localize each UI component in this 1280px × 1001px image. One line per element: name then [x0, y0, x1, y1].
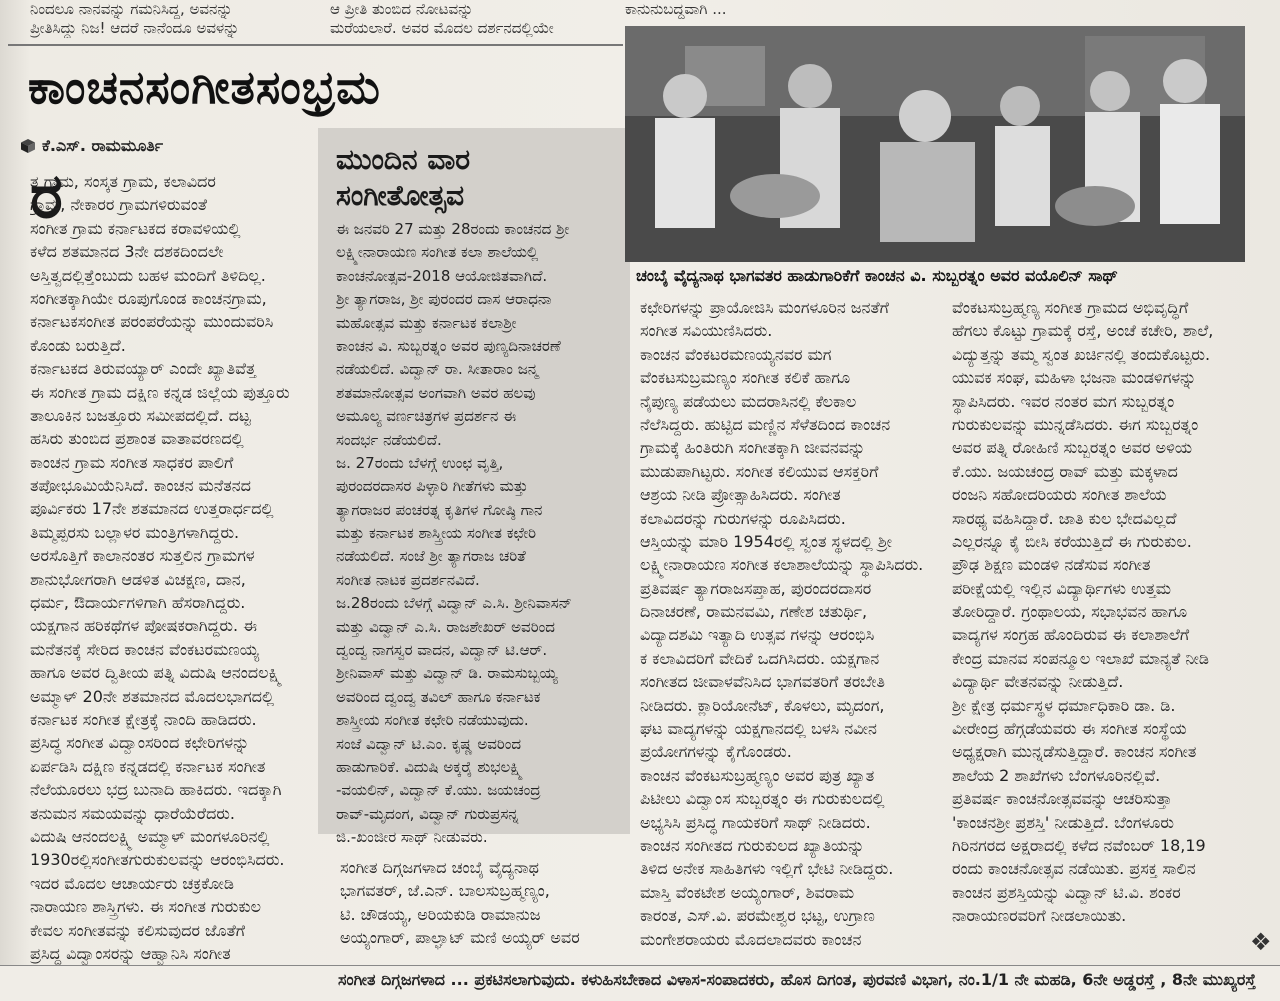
text-line: ವಾದ್ಯಗಳ ಸಂಗ್ರಹ ಹೊಂದಿರುವ ಈ ಕಲಾಶಾಲೆಗೆ: [952, 625, 1190, 645]
top-fragment-col3: [625, 0, 1205, 19]
text-line: ತಪೋಭೂಮಿಯೆನಿಸಿದೆ. ಕಾಂಚನ ಮನೆತನದ: [30, 476, 252, 496]
text-line: ಗ್ರಾಮ, ನೇಕಾರರ ಗ್ರಾಮಗಳಿರುವಂತೆ: [30, 195, 208, 215]
text-line: ಪ್ರಸಿದ್ಧ ವಿದ್ವಾಂಸರನ್ನು ಆಹ್ವಾನಿಸಿ ಸಂಗೀತ: [30, 943, 231, 963]
top-line: ಆ ಪ್ರೀತಿ ತುಂಬಿದ ನೋಟವನ್ನು: [330, 0, 474, 18]
text-line: ಮತ್ತು ವಿದ್ವಾನ್ ಎ.ಸಿ. ರಾಜಶೇಖರ್ ಅವರಿಂದ: [336, 617, 555, 636]
byline: ಕೆ.ಎಸ್. ರಾಮಮೂರ್ತಿ: [42, 136, 164, 155]
text-line: ನಾರಾಯಣ ಶಾಸ್ತ್ರಿಗಳು. ಈ ಸಂಗೀತ ಗುರುಕುಲ: [30, 897, 262, 917]
text-line: ಶಾಲೆಯ 2 ಶಾಖೆಗಳು ಬೆಂಗಳೂರಿನಲ್ಲಿವೆ.: [952, 765, 1161, 785]
text-line: ಕೇಂದ್ರ ಮಾನವ ಸಂಪನ್ಮೂಲ ಇಲಾಖೆ ಮಾನ್ಯತೆ ನೀಡಿ: [952, 648, 1209, 668]
photo-caption: ಚಂಬೈ ವೈದ್ಯನಾಥ ಭಾಗವತರ ಹಾಡುಗಾರಿಕೆಗೆ ಕಾಂಚನ ವಿ. ಸುಬ್ಬರತ್ನಂ ಅವರ ವಯೊಲಿನ್ ಸಾಥ್: [636, 266, 1118, 285]
text-line: ಶ್ರೀ ತ್ಯಾಗರಾಜ, ಶ್ರೀ ಪುರಂದರ ದಾಸ ಆರಾಧನಾ: [336, 290, 552, 309]
text-line: ಕೆ.ಯು. ಜಯಚಂದ್ರ ರಾವ್ ಮತ್ತು ಮಕ್ಕಳಾದ: [952, 461, 1178, 481]
top-divider: [8, 44, 623, 46]
text-line: ತ್ಯಾಗರಾಜರ ಪಂಚರತ್ನ ಕೃತಿಗಳ ಗೋಷ್ಠಿ ಗಾನ: [336, 500, 543, 519]
text-line: ನೈಪುಣ್ಯ ಪಡೆಯಲು ಮದರಾಸಿನಲ್ಲಿ ಕೆಲಕಾಲ: [640, 391, 857, 411]
text-line: ಸಂಗೀತಕ್ಕಾಗಿಯೇ ರೂಪುಗೊಂಡ ಕಾಂಚನಗ್ರಾಮ,: [30, 288, 267, 308]
text-line: ಹಾಡುಗಾರಿಕೆ. ವಿದುಷಿ ಅಕ್ಕರೈ ಶುಭಲಕ್ಷ್ಮಿ: [336, 757, 523, 776]
concert-photo-image: [625, 26, 1245, 262]
text-line: ಶ್ರೀನಿವಾಸ್ ಮತ್ತು ವಿದ್ವಾನ್ ಡಿ. ರಾಮಸುಬ್ಬಯ್ಯ: [336, 664, 558, 683]
text-line: ಕಾಂಚನ ಗ್ರಾಮ ಸಂಗೀತ ಸಾಧಕರ ಪಾಲಿಗೆ: [30, 452, 234, 472]
text-line: ಸಂಜೆ ವಿದ್ವಾನ್ ಟಿ.ಎಂ. ಕೃಷ್ಣ ಅವರಿಂದ: [336, 734, 522, 753]
cube-icon: [20, 138, 36, 154]
top-line: ಪ್ರೀತಿಸಿದ್ದು ನಿಜ! ಆದರೆ ನಾನೆಂದೂ ಅವಳನ್ನು: [30, 19, 240, 37]
text-line: ಜ.28ರಂದು ಬೆಳಗ್ಗೆ ವಿದ್ವಾನ್ ಎ.ಸಿ. ಶ್ರೀನಿವಾಸನ್: [336, 594, 572, 613]
text-line: ದ್ವಂದ್ವ ನಾಗಸ್ವರ ವಾದನ, ವಿದ್ವಾನ್ ಟಿ.ಆರ್.: [336, 641, 548, 660]
text-line: ಸಂಗೀತ ನಾಟಕ ಪ್ರದರ್ಶನವಿದೆ.: [336, 570, 480, 589]
text-line: ಸಂಗೀತ ದಿಗ್ಗಜಗಳಾದ ಚಂಬೈ ವೈದ್ಯನಾಥ: [340, 858, 539, 877]
text-line: ನೆಲೆಯೂರಲು ಭದ್ರ ಬುನಾದಿ ಹಾಕಿದರು. ಇದಕ್ಕಾಗಿ: [30, 780, 282, 800]
text-line: ಪೂರ್ವಿಕರು 17ನೇ ಶತಮಾನದ ಉತ್ತರಾರ್ಧದಲ್ಲಿ: [30, 499, 274, 519]
drop-cap: ರ: [30, 159, 63, 232]
text-line: ಅಸ್ತಿತ್ವದಲ್ಲಿತ್ತೆಂಬುದು ಬಹಳ ಮಂದಿಗೆ ತಿಳಿದಿಲ್ಲ.: [30, 265, 266, 285]
text-line: ಮತ್ತು ಕರ್ನಾಟಕ ಶಾಸ್ತ್ರೀಯ ಸಂಗೀತ ಕಛೇರಿ: [336, 524, 537, 543]
text-line: ಈ ಜನವರಿ 27 ಮತ್ತು 28ರಂದು ಕಾಂಚನದ ಶ್ರೀ: [336, 220, 570, 238]
text-line: ಜ. 27ರಂದು ಬೆಳಗ್ಗೆ ಉಂಛ ವೃತ್ತಿ,: [336, 453, 504, 472]
text-line: ತಿಳಿದ ಅನೇಕ ಸಾಹಿತಿಗಳು ಇಲ್ಲಿಗೆ ಭೇಟಿ ನೀಡಿದ್ದರು.: [640, 859, 894, 879]
top-line: ಮರೆಯಲಾರೆ. ಅವರ ಮೊದಲ ದರ್ಶನದಲ್ಲಿಯೇ: [330, 19, 554, 37]
text-line: ಎಲ್ಲರನ್ನೂ ಕೈ ಬೀಸಿ ಕರೆಯುತ್ತಿದೆ ಈ ಗುರುಕುಲ.: [952, 531, 1192, 551]
text-line: ಈ ಸಂಗೀತ ಗ್ರಾಮ ದಕ್ಷಿಣ ಕನ್ನಡ ಜಿಲ್ಲೆಯ ಪುತ್ತೂರು: [30, 382, 290, 402]
text-line: ಕ ಕಲಾವಿದರಿಗೆ ವೇದಿಕೆ ಒದಗಿಸಿದರು. ಯಕ್ಷಗಾನ: [640, 648, 880, 668]
footer-strip: [0, 965, 1280, 1001]
sidebar-heading-line: ಸಂಗೀತೋತ್ಸವ: [336, 179, 465, 212]
text-line: ಕಾಂಚನ ಸಂಗೀತದ ಗುರುಕುಲದ ಖ್ಯಾತಿಯನ್ನು: [640, 835, 865, 855]
top-fragment-col2: [330, 0, 620, 38]
text-line: -ವಯಲಿನ್, ವಿದ್ವಾನ್ ಕೆ.ಯು. ಜಯಚಂದ್ರ: [336, 781, 541, 800]
text-line: ಕಾಂಚನ ವೆಂಕಟಸುಬ್ರಹ್ಮಣ್ಯಂ ಅವರ ಪುತ್ರ ಖ್ಯಾತ: [640, 765, 875, 785]
text-line: ಲಕ್ಷ್ಮೀನಾರಾಯಣ ಸಂಗೀತ ಕಲಾ ಶಾಲೆಯಲ್ಲಿ: [336, 243, 539, 262]
text-line: ಪ್ರತಿವರ್ಷ ಕಾಂಚನೋತ್ಸವವನ್ನು ಆಚರಿಸುತ್ತಾ: [952, 789, 1172, 809]
text-line: ಕೇವಲ ಸಂಗೀತವನ್ನು ಕಲಿಸುವುದರ ಜೊತೆಗೆ: [30, 920, 246, 940]
text-line: ಪ್ರೌಢ ಶಿಕ್ಷಣ ಮಂಡಳಿ ನಡೆಸುವ ಸಂಗೀತ: [952, 555, 1151, 575]
text-line: ರಂದು ಕಾಂಚನೋತ್ಸವ ನಡೆಯಿತು. ಪ್ರಸಕ್ತ ಸಾಲಿನ: [952, 859, 1196, 879]
text-line: ಅಭ್ಯಸಿಸಿ ಪ್ರಸಿದ್ಧ ಗಾಯಕರಿಗೆ ಸಾಥ್ ನೀಡಿದರು.: [640, 812, 871, 832]
footer-text: ಸಂಗೀತ ದಿಗ್ಗಜಗಳಾದ ... ಪ್ರಕಟಿಸಲಾಗುವುದು. ಕಳುಹಿಸಬೇಕಾದ ವಿಳಾಸ-ಸಂಪಾದಕರು, ಹೊಸ ದಿಗಂತ, ಪುರವಣಿ ವಿಭಾಗ, ನಂ.1/1 ನೇ ಮಹಡಿ, 6ನೇ ಅಡ್ಡರಸ್ತೆ , 8ನೇ ಮುಖ್ಯರಸ್ತೆ: [338, 970, 1256, 989]
text-line: ಆಶ್ರಯ ನೀಡಿ ಪ್ರೋತ್ಸಾಹಿಸಿದರು. ಸಂಗೀತ: [640, 485, 841, 505]
text-line: ಪರೀಕ್ಷೆಯಲ್ಲಿ ಇಲ್ಲಿನ ವಿದ್ಯಾರ್ಥಿಗಳು ಉತ್ತಮ: [952, 578, 1171, 598]
text-line: ನಡೆಯಲಿದೆ. ಸಂಜೆ ಶ್ರೀ ತ್ಯಾಗರಾಜ ಚರಿತೆ: [336, 547, 526, 566]
text-line: ಏರ್ಪಡಿಸಿ ದಕ್ಷಿಣ ಕನ್ನಡದಲ್ಲಿ ಕರ್ನಾಟಕ ಸಂಗೀತ: [30, 756, 266, 776]
text-line: 1930ರಲ್ಲಿಸಂಗೀತಗುರುಕುಲವನ್ನು ಆರಂಭಿಸಿದರು.: [30, 850, 285, 870]
text-line: ಶಾಸ್ತ್ರೀಯ ಸಂಗೀತ ಕಛೇರಿ ನಡೆಯುವುದು.: [336, 711, 529, 730]
top-line: ನಿಂದಲೂ ನಾನವನ್ನು ಗಮನಿಸಿದ್ದ, ಅವನನ್ನು: [30, 0, 233, 18]
sidebar-body: [336, 218, 626, 850]
text-line: ಪಿಟೀಲು ವಿದ್ವಾಂಸ ಸುಬ್ಬರತ್ನಂ ಈ ಗುರುಕುಲದಲ್ಲಿ: [640, 789, 885, 809]
article-column-2: [340, 856, 620, 950]
text-line: ಗ್ರಾಮಕ್ಕೆ ಹಿಂತಿರುಗಿ ಸಂಗೀತಕ್ಕಾಗಿ ಜೀವನವನ್ನು: [640, 438, 866, 458]
text-line: ಪ್ರತಿವರ್ಷ ತ್ಯಾಗರಾಜಸಪ್ತಾಹ, ಪುರಂದರದಾಸರ: [640, 578, 872, 598]
text-line: ಕಾಂಚನ ವಿ. ಸುಬ್ಬರತ್ನಂ ಅವರ ಪುಣ್ಯದಿನಾಚರಣೆ: [336, 336, 561, 355]
text-line: ಸಂಗೀತದ ಜೀವಾಳವೆನಿಸಿದ ಭಾಗವತರಿಗೆ ತರಬೇತಿ: [640, 672, 885, 692]
text-line: ಹೆಗಲು ಕೊಟ್ಟು ಗ್ರಾಮಕ್ಕೆ ರಸ್ತೆ, ಅಂಚೆ ಕಚೇರಿ, ಶಾಲೆ,: [952, 321, 1214, 341]
text-line: ಕಛೇರಿಗಳನ್ನು ಪ್ರಾಯೋಜಿಸಿ ಮಂಗಳೂರಿನ ಜನತೆಗೆ: [640, 298, 889, 317]
text-line: ಟಿ. ಚೌಡಯ್ಯ, ಅರಿಯಕುಡಿ ರಾಮಾನುಜ: [340, 904, 541, 924]
sidebar-heading: [336, 142, 470, 214]
text-line: ದಿನಾಚರಣೆ, ರಾಮನವಮಿ, ಗಣೇಶ ಚತುರ್ಥಿ,: [640, 602, 868, 622]
text-line: ಅಮ್ಮಾಳ್ 20ನೇ ಶತಮಾನದ ಮೊದಲಭಾಗದಲ್ಲಿ: [30, 686, 275, 706]
article-title: ಕಾಂಚನಸಂಗೀತಸಂಭ್ರಮ: [28, 60, 381, 114]
text-line: ಮುಡುಪಾಗಿಟ್ಟರು. ಸಂಗೀತ ಕಲಿಯುವ ಆಸಕ್ತರಿಗೆ: [640, 461, 879, 481]
text-line: ಶ್ರೀ ಕ್ಷೇತ್ರ ಧರ್ಮಸ್ಥಳ ಧರ್ಮಾಧಿಕಾರಿ ಡಾ. ಡಿ.: [952, 695, 1176, 715]
text-line: ಮಂಗೇಶರಾಯರು ಮೊದಲಾದವರು ಕಾಂಚನ: [640, 929, 862, 949]
text-line: ಕೊಂಡು ಬರುತ್ತಿದೆ.: [30, 335, 126, 355]
text-line: ಸಾರಥ್ಯ ವಹಿಸಿದ್ದಾರೆ. ಜಾತಿ ಕುಲ ಭೇದವಿಲ್ಲದೆ: [952, 508, 1177, 528]
text-line: ನಾರಾಯಣರವರಿಗೆ ನೀಡಲಾಯಿತು.: [952, 906, 1127, 926]
text-line: ಜಿ.-ಖಂಜೀರ ಸಾಥ್ ನೀಡುವರು.: [336, 828, 488, 847]
text-line: ಪುರಂದರದಾಸರ ಪಿಳ್ಳಾರಿ ಗೀತೆಗಳು ಮತ್ತು: [336, 477, 528, 496]
text-line: ಮನೆತನಕ್ಕೆ ಸೇರಿದ ಕಾಂಚನ ವೆಂಕಟರಮಣಯ್ಯ: [30, 639, 260, 659]
text-line: ಆಸ್ತಿಯನ್ನು ಮಾರಿ 1954ರಲ್ಲಿ ಸ್ವಂತ ಸ್ಥಳದಲ್ಲಿ ಶ್ರೀ: [640, 531, 892, 551]
text-line: ರಾವ್-ಮೃದಂಗ, ವಿದ್ವಾನ್ ಗುರುಪ್ರಸನ್ನ: [336, 804, 519, 823]
text-line: ನೆಲೆಸಿದ್ದರು. ಹುಟ್ಟಿದ ಮಣ್ಣಿನ ಸೆಳೆತದಿಂದ ಕಾಂಚನ: [640, 414, 891, 434]
text-line: ತ ಗ್ರಾಮ, ಸಂಸ್ಕತ ಗ್ರಾಮ, ಕಲಾವಿದರ: [30, 172, 216, 191]
text-line: ಇದರ ಮೊದಲ ಆಚಾರ್ಯರು ಚಕ್ರಕೋಡಿ: [30, 873, 234, 893]
text-line: ಶಾನುಭೋಗರಾಗಿ ಆಡಳಿತ ವಿಚಕ್ಷಣ, ದಾನ,: [30, 569, 246, 589]
text-line: ಹಸಿರು ತುಂಬಿದ ಪ್ರಶಾಂತ ವಾತಾವರಣದಲ್ಲಿ: [30, 429, 244, 449]
text-line: ಹಾಗೂ ಅವರ ದ್ವಿತೀಯ ಪತ್ನಿ ವಿದುಷಿ ಆನಂದಲಕ್ಷ್ಮಿ: [30, 663, 283, 683]
text-line: ಕರ್ನಾಟಕಸಂಗೀತ ಪರಂಪರೆಯನ್ನು ಮುಂದುವರಿಸಿ: [30, 312, 274, 332]
text-line: ಕಾಂಚನ ವೆಂಕಟರಮಣಯ್ಯನವರ ಮಗ: [640, 344, 832, 364]
text-line: ಗುರುಕುಲವನ್ನು ಮುನ್ನಡೆಸಿದರು. ಈಗ ಸುಬ್ಬರತ್ನಂ: [952, 414, 1199, 434]
text-line: ವೆಂಕಟಸುಬ್ರಹ್ಮಣ್ಯ ಸಂಗೀತ ಗ್ರಾಮದ ಅಭಿವೃದ್ಧಿಗೆ: [952, 298, 1189, 317]
text-line: ಅವರಿಂದ ದ್ವಂದ್ವ ತವಿಲ್ ಹಾಗೂ ಕರ್ನಾಟಕ: [336, 687, 541, 706]
text-line: ಕಲಾವಿದರನ್ನು ಗುರುಗಳನ್ನು ರೂಪಿಸಿದರು.: [640, 508, 846, 528]
text-line: ವಿದ್ಯಾದಶಮಿ ಇತ್ಯಾದಿ ಉತ್ಸವ ಗಳನ್ನು ಆರಂಭಿಸಿ: [640, 625, 875, 645]
text-line: ತಿಮ್ಮಪ್ಪರಸು ಬಲ್ಲಾಳರ ಮಂತ್ರಿಗಳಾಗಿದ್ದರು.: [30, 522, 240, 542]
text-line: ವಿದುಷಿ ಆನಂದಲಕ್ಷ್ಮಿ ಅಮ್ಮಾಳ್ ಮಂಗಳೂರಿನಲ್ಲಿ: [30, 826, 270, 846]
text-line: ಅವರ ಪತ್ನಿ ರೋಹಿಣಿ ಸುಬ್ಬರತ್ನಂ ಅವರ ಅಳಿಯ: [952, 438, 1192, 458]
text-line: ವಿದ್ಯುತ್ತನ್ನು ತಮ್ಮ ಸ್ವಂತ ಖರ್ಚಿನಲ್ಲಿ ತಂದುಕೊಟ್ಟರು.: [952, 344, 1211, 364]
sidebar-heading-line: ಮುಂದಿನ ವಾರ: [336, 143, 471, 176]
text-line: ಕಾಂಚನ ಪ್ರಶಸ್ತಿಯನ್ನು ವಿದ್ವಾನ್ ಟಿ.ವಿ. ಶಂಕರ: [952, 882, 1181, 902]
text-line: ಪ್ರಸಿದ್ಧ ಸಂಗೀತ ವಿದ್ವಾಂಸರಿಂದ ಕಛೇರಿಗಳನ್ನು: [30, 733, 250, 753]
text-line: ನೀಡಿದರು. ಕ್ಲಾರಿಯೋನೆಟ್, ಕೊಳಲು, ಮೃದಂಗ,: [640, 695, 885, 715]
text-line: ಯುವಕ ಸಂಘ, ಮಹಿಳಾ ಭಜನಾ ಮಂಡಳಿಗಳನ್ನು: [952, 368, 1197, 388]
text-line: ಅಯ್ಯಂಗಾರ್, ಪಾಲ್ಘಾಟ್ ಮಣಿ ಅಯ್ಯರ್ ಅವರ: [340, 928, 580, 948]
text-line: ಕಾಂಚನೋತ್ಸವ-2018 ಆಯೋಜಿತವಾಗಿದೆ.: [336, 266, 548, 285]
article-column-1: [30, 170, 315, 989]
top-line: ಕಾನುನುಬದ್ಧವಾಗಿ ...: [625, 0, 727, 18]
text-line: ಭಾಗವತರ್, ಜೆ.ಎನ್. ಬಾಲಸುಬ್ರಹ್ಮಣ್ಯಂ,: [340, 881, 550, 901]
text-line: ಧರ್ಮ, ಔದಾರ್ಯಗಳಿಗಾಗಿ ಹೆಸರಾಗಿದ್ದರು.: [30, 593, 246, 613]
text-line: ಸಂಗೀತ ಗ್ರಾಮ ಕರ್ನಾಟಕದ ಕರಾವಳಿಯಲ್ಲಿ: [30, 218, 241, 238]
text-line: ಲಕ್ಷ್ಮೀನಾರಾಯಣ ಸಂಗೀತ ಕಲಾಶಾಲೆಯನ್ನು ಸ್ಥಾಪಿಸಿದರು.: [640, 555, 924, 575]
article-column-4: [952, 296, 1278, 928]
text-line: ಕಳೆದ ಶತಮಾನದ 3ನೇ ದಶಕದಿಂದಲೇ: [30, 242, 224, 262]
text-line: ಸಂಗೀತ ಸವಿಯುಣಿಸಿದರು.: [640, 321, 773, 341]
text-line: ತನುಮನ ಸಮಯವನ್ನು ಧಾರೆಯೆರೆದರು.: [30, 803, 235, 823]
text-line: ಕರ್ನಾಟಕದ ತಿರುವಯ್ಯಾರ್ ಎಂದೇ ಖ್ಯಾತಿವೆತ್ತ: [30, 359, 256, 379]
ornament-icon: ❖: [1250, 928, 1272, 956]
top-fragment-col1: [30, 0, 320, 38]
text-line: ನಡೆಯಲಿದೆ. ವಿದ್ವಾನ್ ರಾ. ಸೀತಾರಾಂ ಜನ್ಮ: [336, 360, 539, 379]
text-line: ಗಿರಿನಗರದ ಅಕ್ಷರಾದಲ್ಲಿ ಕಳೆದ ನವೆಂಬರ್ 18,19: [952, 835, 1206, 855]
text-line: ಸಂದರ್ಭ ನಡೆಯಲಿದೆ.: [336, 430, 442, 449]
text-line: ತಾಲೂಕಿನ ಬಜತ್ತೂರು ಸಮೀಪದಲ್ಲಿದೆ. ದಟ್ಟ: [30, 405, 251, 425]
text-line: ಸ್ಥಾಪಿಸಿದರು. ಇವರ ನಂತರ ಮಗ ಸುಬ್ಬರತ್ನಂ: [952, 391, 1175, 411]
text-line: ತೋರಿದ್ದಾರೆ. ಗ್ರಂಥಾಲಯ, ಸಭಾಭವನ ಹಾಗೂ: [952, 602, 1188, 622]
text-line: ಶತಮಾನೋತ್ಸವ ಅಂಗವಾಗಿ ಅವರ ಹಲವು: [336, 383, 536, 402]
text-line: ಅರಸೊತ್ತಿಗೆ ಕಾಲಾನಂತರ ಸುತ್ತಲಿನ ಗ್ರಾಮಗಳ: [30, 546, 255, 566]
text-line: ಅಧ್ಯಕ್ಷರಾಗಿ ಮುನ್ನಡೆಸುತ್ತಿದ್ದಾರೆ. ಕಾಂಚನ ಸಂಗೀತ: [952, 742, 1197, 762]
article-column-3: [640, 296, 942, 951]
text-line: ಅಮೂಲ್ಯ ವರ್ಣಚಿತ್ರಗಳ ಪ್ರದರ್ಶನ ಈ: [336, 407, 517, 426]
text-line: ವೆಂಕಟಸುಬ್ರಮಣ್ಯಂ ಸಂಗೀತ ಕಲಿಕೆ ಹಾಗೂ: [640, 368, 851, 388]
text-line: ಮಾಸ್ತಿ ವೆಂಕಟೇಶ ಅಯ್ಯಂಗಾರ್, ಶಿವರಾಮ: [640, 882, 855, 902]
text-line: ಕರ್ನಾಟಕ ಸಂಗೀತ ಕ್ಷೇತ್ರಕ್ಕೆ ನಾಂದಿ ಹಾಡಿದರು.: [30, 709, 257, 729]
concert-photo: [625, 26, 1245, 262]
text-line: ಘಟ ವಾದ್ಯಗಳನ್ನು ಯಕ್ಷಗಾನದಲ್ಲಿ ಬಳಸಿ ನವೀನ: [640, 719, 877, 739]
text-line: ಮಹೋತ್ಸವ ಮತ್ತು ಕರ್ನಾಟಕ ಕಲಾಶ್ರೀ: [336, 313, 517, 332]
text-line: ಪ್ರಯೋಗಗಳನ್ನು ಕೈಗೊಂಡರು.: [640, 742, 792, 762]
text-line: ಕಾರಂತ, ಎಸ್.ವಿ. ಪರಮೇಶ್ವರ ಭಟ್ಟ, ಉಗ್ರಾಣ: [640, 906, 875, 926]
text-line: ವಿದ್ಯಾರ್ಥಿ ವೇತನವನ್ನು ನೀಡುತ್ತಿದೆ.: [952, 672, 1124, 692]
text-line: 'ಕಾಂಚನಶ್ರೀ ಪ್ರಶಸ್ತಿ' ನೀಡುತ್ತಿದೆ. ಬೆಂಗಳೂರು: [952, 812, 1174, 832]
text-line: ರಂಜನಿ ಸಹೋದರಿಯರು ಸಂಗೀತ ಶಾಲೆಯ: [952, 485, 1167, 505]
text-line: ಯಕ್ಷಗಾನ ಹರಿಕಥೆಗಳ ಪೋಷಕರಾಗಿದ್ದರು. ಈ: [30, 616, 258, 636]
text-line: ವೀರೇಂದ್ರ ಹೆಗ್ಗಡೆಯವರು ಈ ಸಂಗೀತ ಸಂಸ್ಥೆಯ: [952, 719, 1187, 739]
